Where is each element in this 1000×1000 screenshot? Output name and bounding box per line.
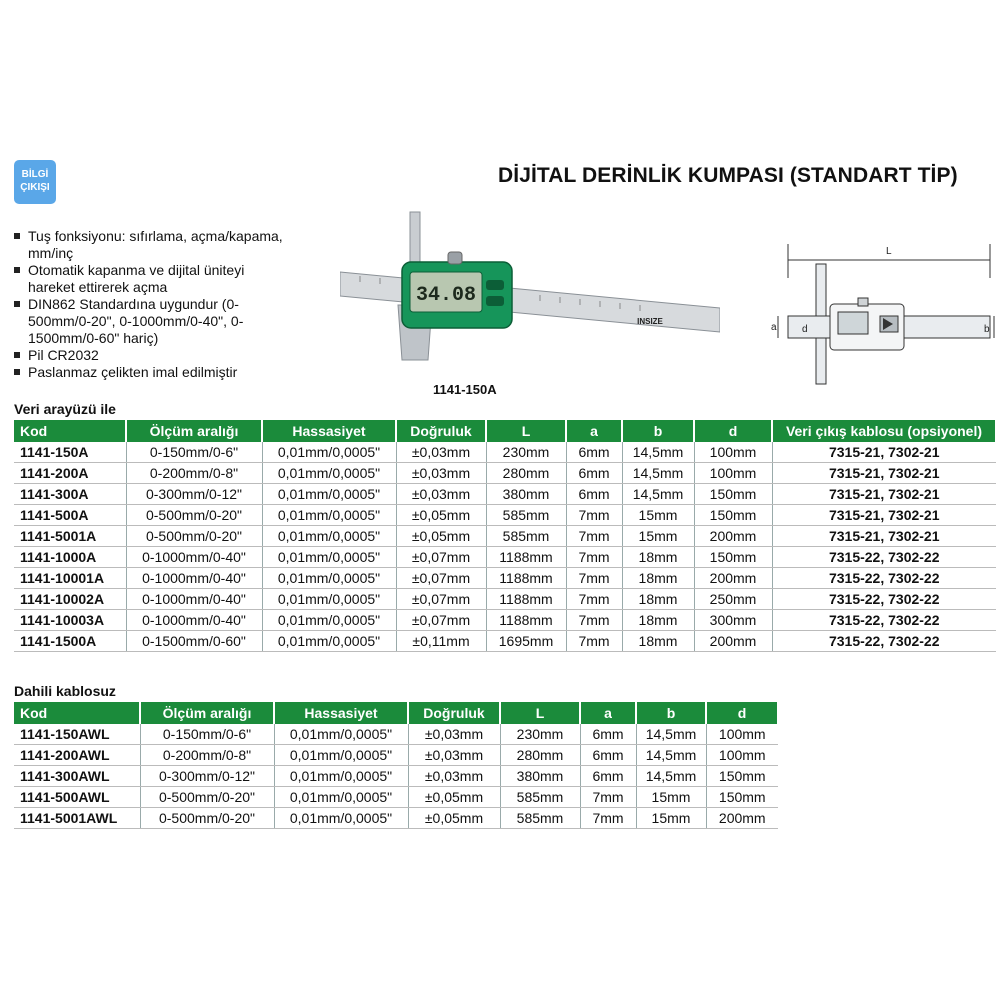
table-cell: ±0,03mm — [408, 745, 500, 766]
table-row — [14, 745, 778, 766]
product-code-cell: 1141-1000A — [14, 547, 126, 568]
product-code-cell: 1141-10002A — [14, 589, 126, 610]
bullet-icon — [14, 301, 20, 307]
table-cell: 0-300mm/0-12" — [126, 484, 262, 505]
data-output-badge — [14, 160, 56, 204]
table-cell: 0,01mm/0,0005" — [262, 547, 396, 568]
table-cell: 100mm — [694, 463, 772, 484]
table-cell: ±0,03mm — [408, 724, 500, 745]
table-cell: 7315-21, 7302-21 — [772, 505, 996, 526]
table-cell: 18mm — [622, 610, 694, 631]
table-cell: 0,01mm/0,0005" — [262, 442, 396, 463]
product-code-cell: 1141-300AWL — [14, 766, 140, 787]
column-header: b — [622, 420, 694, 442]
table-row — [14, 484, 996, 505]
table-cell: 0-150mm/0-6" — [140, 724, 274, 745]
table-cell: 0-1500mm/0-60" — [126, 631, 262, 652]
dim-label-d: d — [802, 324, 808, 335]
table-cell: 7mm — [566, 526, 622, 547]
table-cell: 0,01mm/0,0005" — [262, 631, 396, 652]
table-cell: 7mm — [566, 505, 622, 526]
table-cell: 1188mm — [486, 547, 566, 568]
table-cell: 150mm — [706, 766, 778, 787]
table-cell: ±0,05mm — [408, 787, 500, 808]
column-header: Doğruluk — [408, 702, 500, 724]
table-cell: 100mm — [694, 442, 772, 463]
table-cell: ±0,03mm — [408, 766, 500, 787]
table-row — [14, 505, 996, 526]
table-cell: 14,5mm — [636, 724, 706, 745]
table-cell: ±0,05mm — [396, 526, 486, 547]
table2-section-title: Dahili kablosuz — [14, 683, 116, 699]
table-cell: 0-1000mm/0-40" — [126, 589, 262, 610]
table-cell: 0,01mm/0,0005" — [262, 610, 396, 631]
column-header: d — [694, 420, 772, 442]
table-cell: 230mm — [500, 724, 580, 745]
brand-logo: INSIZE — [637, 317, 663, 326]
column-header: L — [486, 420, 566, 442]
product-code-cell: 1141-1500A — [14, 631, 126, 652]
table-cell: 150mm — [706, 787, 778, 808]
table-cell: 380mm — [500, 766, 580, 787]
column-header: Hassasiyet — [262, 420, 396, 442]
table-row — [14, 547, 996, 568]
product-code-cell: 1141-200A — [14, 463, 126, 484]
table-cell: 1188mm — [486, 589, 566, 610]
product-code-cell: 1141-500AWL — [14, 787, 140, 808]
column-header: a — [580, 702, 636, 724]
table-cell: 7mm — [580, 787, 636, 808]
table-cell: 15mm — [622, 526, 694, 547]
table-cell: 200mm — [694, 631, 772, 652]
feature-item: DIN862 Standardına uygundur (0-500mm/0-20", 0-1000mm/0-40", 0-1500mm/0-60" hariç) — [14, 296, 284, 347]
table-cell: 6mm — [580, 766, 636, 787]
table-cell: 7mm — [566, 631, 622, 652]
table-cell: 6mm — [580, 724, 636, 745]
table-cell: 0,01mm/0,0005" — [274, 766, 408, 787]
table-cell: 14,5mm — [622, 484, 694, 505]
table-cell: 14,5mm — [622, 442, 694, 463]
table-cell: 18mm — [622, 589, 694, 610]
spec-table-data-interface — [14, 420, 997, 652]
table-cell: 7315-22, 7302-22 — [772, 547, 996, 568]
table-cell: 0-1000mm/0-40" — [126, 568, 262, 589]
table-cell: 0-500mm/0-20" — [126, 526, 262, 547]
display-readout: 34.08 — [415, 284, 477, 307]
table-row — [14, 610, 996, 631]
table-row — [14, 808, 778, 829]
table-cell: 14,5mm — [636, 745, 706, 766]
bullet-icon — [14, 267, 20, 273]
table-cell: 230mm — [486, 442, 566, 463]
table-cell: ±0,07mm — [396, 610, 486, 631]
bullet-icon — [14, 352, 20, 358]
column-header: Kod — [14, 702, 140, 724]
table-cell: 585mm — [500, 787, 580, 808]
table-cell: 585mm — [486, 526, 566, 547]
dim-label-L: L — [886, 246, 892, 257]
table-cell: 0,01mm/0,0005" — [262, 463, 396, 484]
table-cell: 14,5mm — [622, 463, 694, 484]
table-cell: 0-150mm/0-6" — [126, 442, 262, 463]
table-cell: ±0,03mm — [396, 463, 486, 484]
column-header: Ölçüm aralığı — [126, 420, 262, 442]
table-cell: 100mm — [706, 745, 778, 766]
table-cell: 280mm — [486, 463, 566, 484]
table-cell: 7315-22, 7302-22 — [772, 610, 996, 631]
table-cell: 0,01mm/0,0005" — [274, 724, 408, 745]
table-row — [14, 568, 996, 589]
table-cell: 7315-22, 7302-22 — [772, 589, 996, 610]
column-header: Doğruluk — [396, 420, 486, 442]
table-cell: 150mm — [694, 484, 772, 505]
table-cell: 0,01mm/0,0005" — [262, 568, 396, 589]
column-header: a — [566, 420, 622, 442]
table-cell: 150mm — [694, 505, 772, 526]
table-cell: 0,01mm/0,0005" — [274, 787, 408, 808]
table-cell: 7mm — [566, 589, 622, 610]
feature-list — [14, 228, 284, 381]
table-row — [14, 766, 778, 787]
table-row — [14, 589, 996, 610]
table-cell: 7315-22, 7302-22 — [772, 568, 996, 589]
table-cell: 1188mm — [486, 610, 566, 631]
table-cell: 1695mm — [486, 631, 566, 652]
table-cell: 585mm — [500, 808, 580, 829]
table-cell: 200mm — [694, 526, 772, 547]
table-cell: 0-300mm/0-12" — [140, 766, 274, 787]
table-cell: ±0,03mm — [396, 484, 486, 505]
table-cell: ±0,05mm — [396, 505, 486, 526]
column-header: d — [706, 702, 778, 724]
table-cell: 0-200mm/0-8" — [140, 745, 274, 766]
bullet-icon — [14, 233, 20, 239]
product-code-cell: 1141-10001A — [14, 568, 126, 589]
table-cell: 18mm — [622, 547, 694, 568]
table-row — [14, 631, 996, 652]
product-code-cell: 1141-10003A — [14, 610, 126, 631]
product-code-cell: 1141-200AWL — [14, 745, 140, 766]
table-cell: 7315-21, 7302-21 — [772, 463, 996, 484]
table-cell: 0-200mm/0-8" — [126, 463, 262, 484]
table-cell: ±0,07mm — [396, 589, 486, 610]
table-cell: 0,01mm/0,0005" — [262, 526, 396, 547]
table-cell: 7mm — [566, 610, 622, 631]
table-cell: 6mm — [580, 745, 636, 766]
product-code-cell: 1141-150A — [14, 442, 126, 463]
table-cell: 7mm — [580, 808, 636, 829]
feature-item: Otomatik kapanma ve dijital üniteyi hareket ettirerek açma — [14, 262, 284, 296]
table-cell: ±0,03mm — [396, 442, 486, 463]
table-cell: 0-500mm/0-20" — [140, 787, 274, 808]
table-cell: 100mm — [706, 724, 778, 745]
table-cell: 150mm — [694, 547, 772, 568]
table-cell: 0-1000mm/0-40" — [126, 547, 262, 568]
table-cell: ±0,07mm — [396, 568, 486, 589]
column-header: L — [500, 702, 580, 724]
column-header: Ölçüm aralığı — [140, 702, 274, 724]
table-row — [14, 463, 996, 484]
page-title: DİJİTAL DERİNLİK KUMPASI (STANDART TİP) — [498, 164, 958, 187]
table-cell: 380mm — [486, 484, 566, 505]
table-cell: 7315-21, 7302-21 — [772, 526, 996, 547]
table-cell: 7mm — [566, 547, 622, 568]
table-cell: ±0,11mm — [396, 631, 486, 652]
table1-section-title: Veri arayüzü ile — [14, 401, 116, 417]
column-header: b — [636, 702, 706, 724]
table-cell: 0-500mm/0-20" — [126, 505, 262, 526]
feature-item: Tuş fonksiyonu: sıfırlama, açma/kapama, mm/inç — [14, 228, 284, 262]
product-code-cell: 1141-5001AWL — [14, 808, 140, 829]
badge-line-1: BİLGİ — [21, 169, 49, 180]
table-row — [14, 526, 996, 547]
table-cell: 1188mm — [486, 568, 566, 589]
table-cell: 0,01mm/0,0005" — [274, 808, 408, 829]
table-cell: 15mm — [636, 808, 706, 829]
table-cell: 7315-21, 7302-21 — [772, 442, 996, 463]
table-cell: 6mm — [566, 484, 622, 505]
table-cell: 300mm — [694, 610, 772, 631]
product-code-cell: 1141-150AWL — [14, 724, 140, 745]
table-cell: ±0,07mm — [396, 547, 486, 568]
table-cell: 280mm — [500, 745, 580, 766]
feature-item: Paslanmaz çelikten imal edilmiştir — [14, 364, 284, 381]
table-cell: 7315-22, 7302-22 — [772, 631, 996, 652]
badge-line-2: ÇIKIŞI — [20, 182, 50, 193]
table-cell: 0-500mm/0-20" — [140, 808, 274, 829]
dim-label-b: b — [984, 324, 990, 335]
table-cell: 585mm — [486, 505, 566, 526]
column-header: Hassasiyet — [274, 702, 408, 724]
table-cell: 18mm — [622, 568, 694, 589]
table-row — [14, 787, 778, 808]
table-cell: 0,01mm/0,0005" — [274, 745, 408, 766]
product-code-cell: 1141-300A — [14, 484, 126, 505]
product-model-label: 1141-150A — [433, 382, 497, 397]
table-cell: 15mm — [636, 787, 706, 808]
table-cell: 200mm — [706, 808, 778, 829]
column-header: Kod — [14, 420, 126, 442]
table-cell: 200mm — [694, 568, 772, 589]
table-cell: 7315-21, 7302-21 — [772, 484, 996, 505]
table-cell: 0,01mm/0,0005" — [262, 589, 396, 610]
spec-table-wireless — [14, 702, 779, 829]
table-cell: 18mm — [622, 631, 694, 652]
product-code-cell: 1141-5001A — [14, 526, 126, 547]
table-cell: 14,5mm — [636, 766, 706, 787]
depth-caliper-image — [340, 210, 720, 380]
table-row — [14, 724, 778, 745]
product-code-cell: 1141-500A — [14, 505, 126, 526]
table-row — [14, 442, 996, 463]
table-cell: 15mm — [622, 505, 694, 526]
bullet-icon — [14, 369, 20, 375]
table-cell: 0,01mm/0,0005" — [262, 505, 396, 526]
table-cell: 6mm — [566, 463, 622, 484]
table-cell: 7mm — [566, 568, 622, 589]
column-header: Veri çıkış kablosu (opsiyonel) — [772, 420, 996, 442]
table-cell: 250mm — [694, 589, 772, 610]
table-cell: 0-1000mm/0-40" — [126, 610, 262, 631]
table-cell: 6mm — [566, 442, 622, 463]
dim-label-a: a — [771, 322, 777, 333]
feature-item: Pil CR2032 — [14, 347, 284, 364]
table-cell: 0,01mm/0,0005" — [262, 484, 396, 505]
table-cell: ±0,05mm — [408, 808, 500, 829]
dimension-diagram — [768, 238, 996, 398]
